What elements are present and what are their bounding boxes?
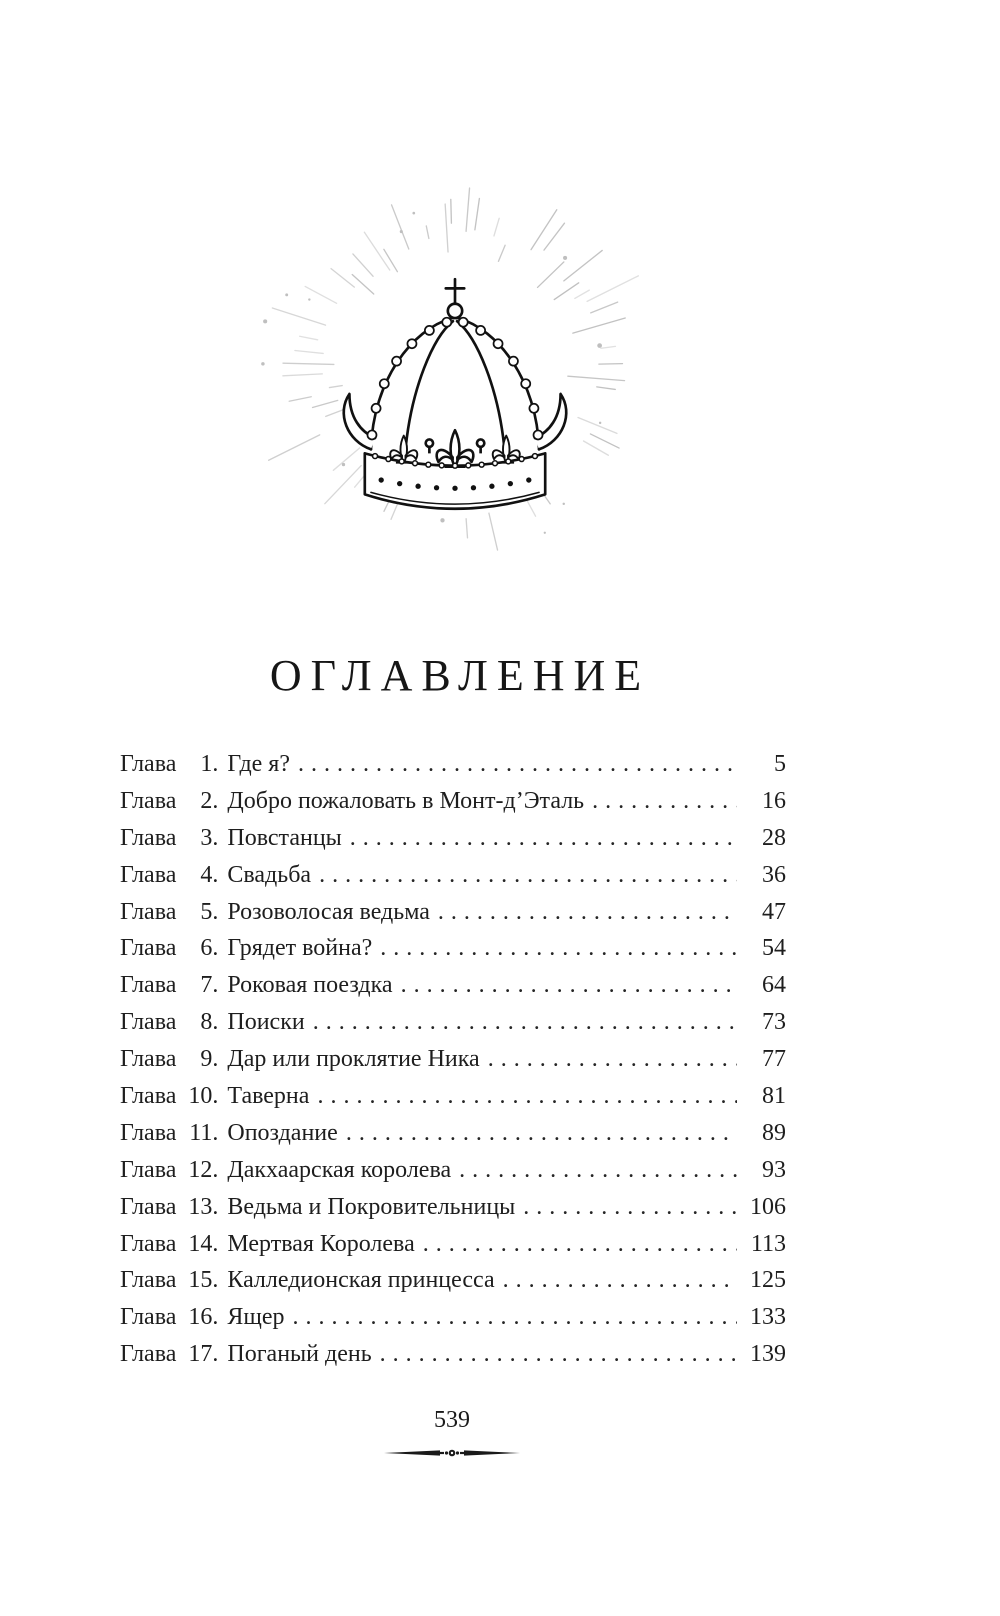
chapter-page-number: 73 [762,1009,786,1036]
dot-leader [592,783,737,820]
toc-entry [120,1262,786,1299]
chapter-title: Свадьба [227,861,312,888]
chapter-page-number: 36 [762,861,786,888]
chapter-label: Глава [120,1156,177,1183]
toc-entry [120,783,786,820]
toc-entry [120,746,786,783]
dot-leader [298,746,737,783]
chapter-page-number: 106 [750,1193,786,1220]
chapter-title: Ведьма и Покровительницы [227,1193,516,1220]
chapter-label: Глава [120,1083,177,1110]
chapter-page-number: 139 [750,1341,786,1368]
chapter-title: Повстанцы [227,824,342,851]
chapter-label: Глава [120,1341,177,1368]
chapter-title: Ящер [227,1304,285,1331]
dot-leader [380,1336,737,1373]
chapter-number: 17. [188,1341,219,1368]
crown-icon [250,150,660,560]
chapter-page-number: 133 [750,1304,786,1331]
chapter-title: Добро пожаловать в Монт-д’Эталь [227,787,585,814]
dot-leader [313,1004,737,1041]
dot-leader [293,1299,737,1336]
chapter-page-number: 64 [762,972,786,999]
chapter-page-number: 77 [762,1046,786,1073]
chapter-title: Опоздание [227,1119,338,1146]
chapter-number: 10. [188,1083,219,1110]
dot-leader [401,967,737,1004]
chapter-number: 8. [200,1009,219,1036]
chapter-title: Поиски [227,1009,305,1036]
chapter-number: 5. [200,898,219,925]
chapter-label: Глава [120,935,177,962]
chapter-page-number: 81 [762,1083,786,1110]
chapter-label: Глава [120,1046,177,1073]
toc-entry [120,1152,786,1189]
toc-entry [120,1299,786,1336]
toc-entry [120,820,786,857]
toc-entry [120,1336,786,1373]
chapter-number: 4. [200,861,219,888]
toc-entry [120,1041,786,1078]
chapter-number: 13. [188,1193,219,1220]
chapter-title: Дакхаарская королева [227,1156,452,1183]
page-number: 539 [434,1407,470,1433]
toc-entry [120,930,786,967]
chapter-page-number: 47 [762,898,786,925]
chapter-page-number: 113 [750,1230,786,1257]
toc-entry [120,1226,786,1263]
chapter-number: 7. [200,972,219,999]
toc-entry [120,1004,786,1041]
chapter-label: Глава [120,1009,177,1036]
chapter-label: Глава [120,824,177,851]
toc-entry [120,857,786,894]
dot-leader [459,1152,737,1189]
chapter-page-number: 5 [774,751,786,777]
toc-entry [120,967,786,1004]
chapter-number: 15. [188,1267,219,1294]
page-title: ОГЛАВЛЕНИЕ [269,651,651,700]
chapter-label: Глава [120,1119,177,1146]
chapter-label: Глава [120,1193,177,1220]
chapter-number: 6. [200,935,219,962]
dot-leader [438,894,737,931]
chapter-page-number: 125 [750,1267,786,1294]
chapter-number: 1. [200,751,219,777]
chapter-label: Глава [120,972,177,999]
dot-leader [319,857,737,894]
chapter-number: 16. [188,1304,219,1331]
chapter-title: Таверна [227,1083,310,1110]
toc-entry [120,1078,786,1115]
chapter-title: Мертвая Королева [227,1230,415,1257]
chapter-number: 2. [200,787,219,814]
chapter-title: Дар или проклятие Ника [227,1046,480,1073]
toc-entry [120,894,786,931]
dot-leader [317,1078,737,1115]
chapter-number: 14. [188,1230,219,1257]
chapter-label: Глава [120,787,177,814]
chapter-title: Грядет война? [227,935,373,962]
chapter-page-number: 93 [762,1156,786,1183]
chapter-label: Глава [120,861,177,888]
divider-ornament-icon [382,1445,522,1461]
chapter-page-number: 54 [762,935,786,962]
chapter-number: 12. [188,1156,219,1183]
chapter-number: 9. [200,1046,219,1073]
chapter-label: Глава [120,898,177,925]
dot-leader [423,1226,737,1263]
toc-entry [120,1189,786,1226]
chapter-page-number: 28 [762,824,786,851]
chapter-label: Глава [120,1304,177,1331]
chapter-label: Глава [120,1230,177,1257]
dot-leader [346,1115,737,1152]
chapter-label: Глава [120,1267,177,1294]
chapter-title: Розоволосая ведьма [227,898,430,925]
chapter-title: Поганый день [227,1341,372,1368]
chapter-page-number: 89 [762,1119,786,1146]
dot-leader [380,930,737,967]
chapter-label: Глава [120,751,177,777]
dot-leader [350,820,737,857]
toc-list [120,746,786,1373]
dot-leader [488,1041,737,1078]
chapter-number: 11. [189,1119,219,1146]
chapter-title: Роковая поездка [227,972,393,999]
dot-leader [523,1189,737,1226]
chapter-page-number: 16 [762,787,786,814]
chapter-title: Где я? [227,751,290,777]
dot-leader [503,1262,737,1299]
chapter-title: Калледионская принцесса [227,1267,495,1294]
toc-entry [120,1115,786,1152]
chapter-number: 3. [200,824,219,851]
crown-illustration [250,150,660,560]
